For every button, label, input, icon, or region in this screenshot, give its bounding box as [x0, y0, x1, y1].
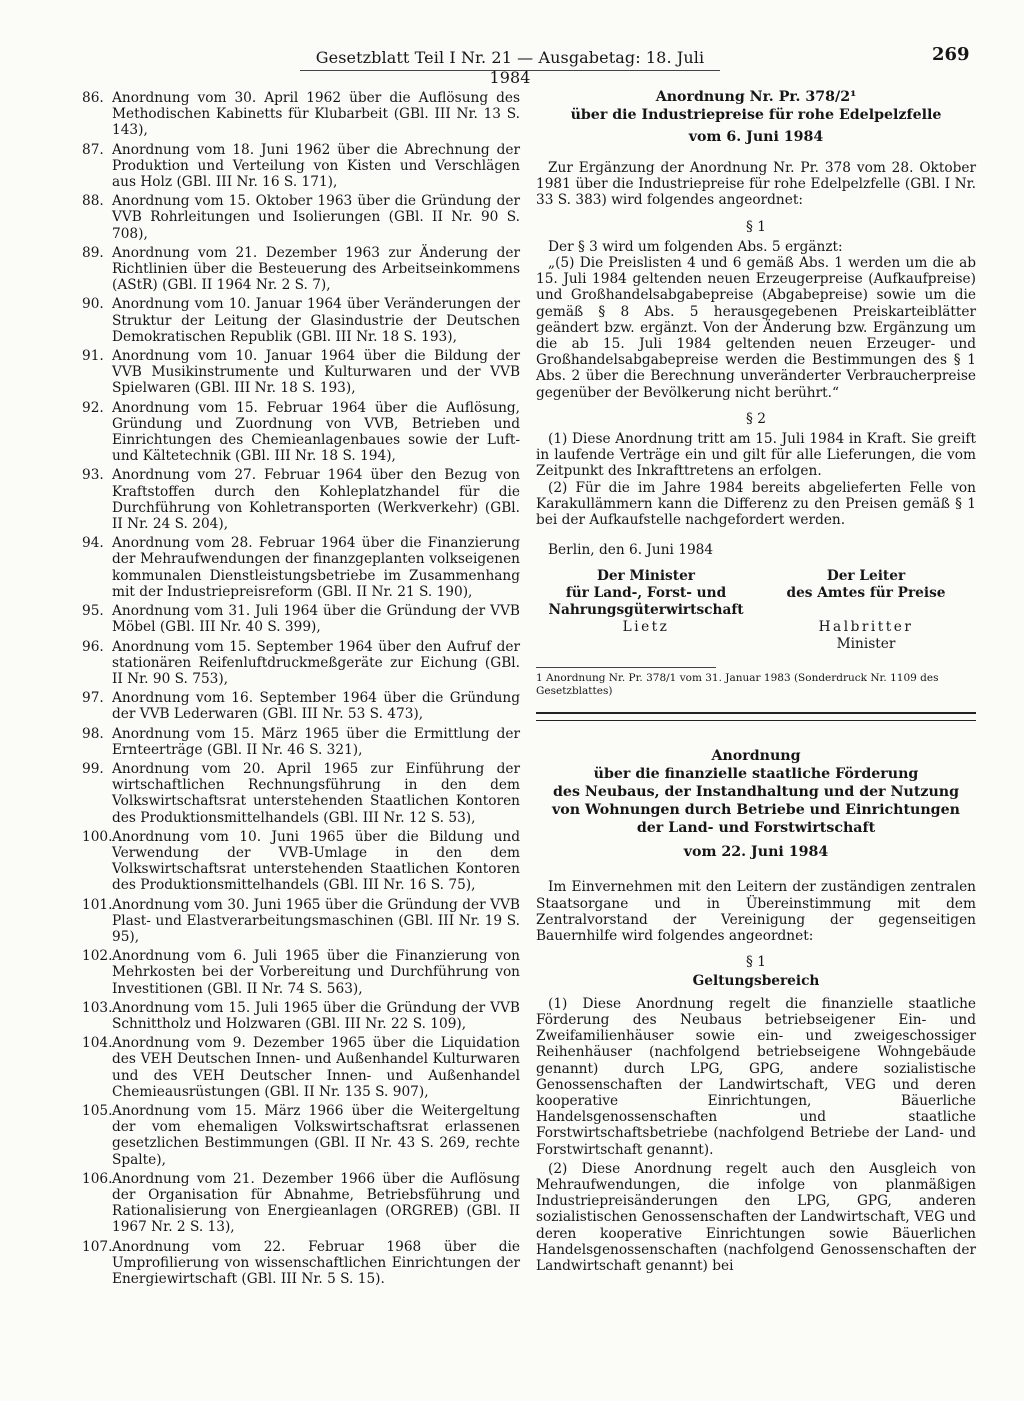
list-item-text: Anordnung vom 9. Dezember 1965 über die Liquidation des VEH Deutschen Innen- und Außenhandel Kulturwaren und des VEH Deutscher Innen- und Außenhandel Chemieausrüstungen (GBl. II Nr. 135 S. 907), — [112, 1035, 520, 1100]
ordinance-1-title-line-1: Anordnung Nr. Pr. 378/2¹ — [655, 89, 857, 105]
list-item — [82, 690, 520, 722]
list-item-number: 97. — [82, 690, 104, 707]
list-item-number: 94. — [82, 535, 104, 552]
sig2-name: Halbritter — [818, 619, 914, 636]
list-item — [82, 948, 520, 997]
ordinance-1-section-2: § 2 — [746, 410, 766, 427]
list-item-text: Anordnung vom 16. September 1964 über die Gründung der VVB Lederwaren (GBl. III Nr. 53 S. 473), — [112, 690, 520, 723]
list-item-number: 91. — [82, 348, 104, 365]
section-divider-thin — [536, 720, 976, 721]
list-item-number: 90. — [82, 296, 104, 313]
list-item-number: 89. — [82, 244, 104, 261]
list-item — [82, 535, 520, 600]
list-item-number: 107. — [82, 1238, 113, 1255]
list-item-number: 96. — [82, 638, 104, 655]
ordinance-2-title-line-1: Anordnung — [711, 748, 801, 765]
list-item-number: 93. — [82, 467, 104, 484]
ordinance-1-section-1-p1: Der § 3 wird um folgenden Abs. 5 ergänzt: — [548, 238, 843, 255]
list-item-text: Anordnung vom 10. Januar 1964 über die Bildung der VVB Musikinstrumente und Kulturwaren und der VVB Spielwaren (GBl. III Nr. 18 S. 193), — [112, 348, 520, 397]
list-item — [82, 1171, 520, 1236]
ordinance-1-section-2-p2: (2) Für die im Jahre 1984 bereits abgelieferten Felle von Karakullämmern kann die Differenz zu den Preisen gemäß § 1 bei der Aufkaufstelle nachgefordert werden. — [536, 479, 976, 529]
ordinance-2-title-line-4: von Wohnungen durch Betriebe und Einrichtungen — [552, 802, 960, 819]
left-column — [82, 90, 520, 1290]
ordinance-1-intro: Zur Ergänzung der Anordnung Nr. Pr. 378 vom 28. Oktober 1981 über die Industriepreise für rohe Edelpelzfelle (GBl. I Nr. 33 S. 383) wird folgendes angeordnet: — [536, 160, 976, 209]
list-item — [82, 467, 520, 532]
list-item-text: Anordnung vom 18. Juni 1962 über die Abrechnung der Produktion und Verteilung von Kisten und Verschlägen aus Holz (GBl. III Nr. 16 S. 171), — [112, 141, 520, 191]
ordinance-2-section-1-p1: (1) Diese Anordnung regelt die finanzielle staatliche Förderung des Neubaus betriebseigener Ein- und Zweifamilienhäuser sowie ein- und zweigeschossiger Reihenhäuser (nachfolgend betriebseigene Wohngebäude genannt) durch LPG, GPG, andere sozialistische Genossenschaften der Landwirtschaft, VEG und deren kooperative Einrichtungen, Bäuerliche Handelsgenossenschaften und staatliche Forstwirtschaftsbetriebe (nachfolgend Betriebe der Land- und Forstwirtschaft genannt). — [536, 995, 976, 1158]
sig1-line2: für Land-, Forst- und — [565, 585, 727, 602]
ordinance-2-section-1-p2: (2) Diese Anordnung regelt auch den Ausgleich von Mehraufwendungen, die infolge von planmäßigen Industriepreisänderungen den LPG, GPG, anderen sozialistischen Genossenschaften der Landwirtschaft, VEG und deren kooperative Einrichtungen sowie Bäuerlichen Handelsgenossenschaften (nachfolgend Genossenschaften der Landwirtschaft genannt) bei — [536, 1160, 976, 1274]
list-item-number: 103. — [82, 999, 113, 1016]
list-item-text: Anordnung vom 20. April 1965 zur Einführung der wirtschaftlichen Rechnungsführung in den dem Volkswirtschaftsrat unterstehenden Staatlichen Kontoren des Produktionsmittelhandels (GBl. III Nr. 12 S. 53), — [112, 760, 520, 826]
list-item-text: Anordnung vom 15. Oktober 1963 über die Gründung der VVB Rohrleitungen und Isolierungen (GBl. II Nr. 90 S. 708), — [112, 193, 520, 242]
ordinance-1-date: vom 6. Juni 1984 — [688, 129, 824, 145]
footnote-rule — [536, 667, 716, 668]
header-rule — [300, 70, 720, 71]
ordinance-2-section-1-heading: Geltungsbereich — [692, 973, 820, 990]
list-item — [82, 603, 520, 635]
list-item-text: Anordnung vom 21. Dezember 1963 zur Änderung der Richtlinien über die Besteuerung des Arbeitseinkommens (AStR) (GBl. II 1964 Nr. 2 S. 7), — [112, 244, 520, 294]
ordinance-2-intro: Im Einvernehmen mit den Leitern der zuständigen zentralen Staatsorgane und in Übereinstimmung mit dem Zentralvorstand der Vereinigung der gegenseitigen Bauernhilfe wird folgendes angeordnet: — [536, 879, 976, 945]
sig2-title: Minister — [836, 636, 896, 653]
list-item-number: 102. — [82, 948, 113, 965]
ordinance-2-section-1: § 1 — [746, 954, 766, 971]
list-item-text: Anordnung vom 15. September 1964 über den Aufruf der stationären Reifenluftdruckmeßgeräte zur Eichung (GBl. II Nr. 90 S. 753), — [112, 638, 520, 687]
section-divider-thick — [536, 712, 976, 714]
list-item-text: Anordnung vom 10. Juni 1965 über die Bildung und Verwendung der VVB-Umlage in den dem Volkswirtschaftsrat unterstehenden Staatlichen Kontoren des Produktionsmittelhandels (GBl. III Nr. 16 S. 75), — [112, 828, 520, 894]
list-item — [82, 639, 520, 688]
list-item-text: Anordnung vom 21. Dezember 1966 über die Auflösung der Organisation für Abnahme, Betriebsführung und Rationalisierung von Energieanlagen (ORGREB) (GBl. II 1967 Nr. 2 S. 13), — [112, 1170, 520, 1236]
list-item-number: 95. — [82, 603, 104, 620]
list-item — [82, 761, 520, 826]
list-item-number: 106. — [82, 1170, 113, 1187]
ordinance-1-section-1: § 1 — [746, 218, 766, 235]
list-item-text: Anordnung vom 10. Januar 1964 über Veränderungen der Struktur der Leitung der Glasindustrie der Deutschen Demokratischen Republik (GBl. III Nr. 18 S. 193), — [112, 296, 520, 345]
list-item-number: 86. — [82, 90, 104, 106]
page-header: Gesetzblatt Teil I Nr. 21 — Ausgabetag: 18. Juli 1984 — [315, 48, 705, 87]
list-item — [82, 1239, 520, 1288]
ordinance-2-title-line-3: des Neubaus, der Instandhaltung und der Nutzung — [553, 784, 959, 801]
sig2-line1: Der Leiter — [826, 568, 906, 585]
list-item — [82, 726, 520, 758]
ordinance-1-section-2-p1: (1) Diese Anordnung tritt am 15. Juli 1984 in Kraft. Sie greift in laufende Verträge ein und gilt für alle Lieferungen, die vom Zeitpunkt des Inkrafttretens an erfolgen. — [536, 431, 976, 480]
list-item-text: Anordnung vom 27. Februar 1964 über den Bezug von Kraftstoffen durch den Kohleplatzhandel für die Durchführung von Kohletransporten (Werkverkehr) (GBl. II Nr. 24 S. 204), — [112, 467, 520, 533]
sig1-line1: Der Minister — [596, 568, 695, 585]
list-item-text: Anordnung vom 15. März 1966 über die Weitergeltung der vom ehemaligen Volkswirtschaftsrat erlassenen gesetzlichen Bestimmungen (GBl. II Nr. 43 S. 269, rechte Spalte), — [112, 1102, 520, 1168]
list-item — [82, 400, 520, 465]
list-item-text: Anordnung vom 30. Juni 1965 über die Gründung der VVB Plast- und Elastverarbeitungsmaschinen (GBl. III Nr. 19 S. 95), — [112, 896, 520, 945]
list-item-number: 100. — [82, 828, 113, 845]
ordinance-2-title-line-2: über die finanzielle staatliche Förderung — [593, 766, 919, 783]
page-number: 269 — [932, 44, 970, 65]
list-item-text: Anordnung vom 6. Juli 1965 über die Finanzierung von Mehrkosten bei der Vorbereitung und Durchführung von Investitionen (GBl. II Nr. 74 S. 563), — [112, 948, 520, 997]
list-item-text: Anordnung vom 15. Februar 1964 über die Auflösung, Gründung und Zuordnung von VVB, Betrieben und Einrichtungen des Chemieanlagenbaues sowie der Luft- und Kältetechnik (GBl. III Nr. 18 S. 194), — [112, 399, 520, 465]
sig1-name: Lietz — [622, 619, 670, 636]
list-item-text: Anordnung vom 15. März 1965 über die Ermittlung der Ernteerträge (GBl. II Nr. 46 S. 321), — [112, 725, 520, 758]
list-item — [82, 897, 520, 946]
list-item — [82, 245, 520, 294]
list-item — [82, 90, 520, 139]
list-item-number: 99. — [82, 760, 104, 777]
list-item-number: 88. — [82, 193, 104, 210]
list-item-number: 105. — [82, 1102, 113, 1119]
signature-head-price-office — [756, 568, 976, 653]
list-item — [82, 296, 520, 345]
list-item-text: Anordnung vom 30. April 1962 über die Auflösung des Methodischen Kabinetts für Klubarbeit (GBl. III Nr. 13 S. 143), — [112, 90, 520, 139]
list-item — [82, 1000, 520, 1032]
list-item — [82, 1035, 520, 1100]
list-item — [82, 1103, 520, 1168]
list-item-number: 98. — [82, 725, 104, 742]
signature-block — [536, 568, 976, 653]
ordinance-1-section-1-p2: „(5) Die Preislisten 4 und 6 gemäß Abs. 1 werden um die ab 15. Juli 1984 geltenden neuen Erzeugerpreise (Aufkaufpreise) und Großhandelsabgabepreise (Abgabepreise) sowie um die gemäß § 8 Abs. 5 herausgegebenen Preiskarteiblätter geändert bzw. ergänzt. Von der Änderung bzw. Ergänzung um die ab 15. Juli 1984 geltenden neuen Erzeuger- und Großhandelsabgabepreise werden die Bestimmungen des § 1 Abs. 2 über die Berechnung unveränderter Verbraucherpreise gegenüber der Bevölkerung nicht berührt.“ — [536, 255, 976, 401]
ordinance-1-place-date: Berlin, den 6. Juni 1984 — [548, 542, 714, 559]
list-item — [82, 142, 520, 191]
list-item — [82, 829, 520, 894]
list-item — [82, 348, 520, 397]
list-item-text: Anordnung vom 15. Juli 1965 über die Gründung der VVB Schnittholz und Holzwaren (GBl. III Nr. 22 S. 109), — [112, 999, 520, 1032]
sig2-line2: des Amtes für Preise — [786, 585, 946, 602]
sig1-line3: Nahrungsgüterwirtschaft — [548, 602, 744, 619]
list-item-text: Anordnung vom 28. Februar 1964 über die Finanzierung der Mehraufwendungen der finanzgeplanten volkseigenen kommunalen Dienstleistungsbetriebe im Zusammenhang mit der Industriepreisreform (GBl. II Nr. 21 S. 190), — [112, 535, 520, 600]
list-item-text: Anordnung vom 22. Februar 1968 über die Umprofilierung von wissenschaftlichen Einrichtungen der Energiewirtschaft (GBl. III Nr. 5 S. 15). — [112, 1238, 520, 1288]
list-item-text: Anordnung vom 31. Juli 1964 über die Gründung der VVB Möbel (GBl. III Nr. 40 S. 399), — [112, 603, 520, 636]
signature-minister — [536, 568, 756, 653]
list-item-number: 104. — [82, 1035, 113, 1052]
footnote: 1 Anordnung Nr. Pr. 378/1 vom 31. Januar 1983 (Sonderdruck Nr. 1109 des Gesetzblattes) — [536, 672, 939, 698]
list-item-number: 92. — [82, 399, 104, 416]
ordinance-1-title-line-2: über die Industriepreise für rohe Edelpelzfelle — [570, 107, 942, 123]
list-item — [82, 193, 520, 242]
right-column — [536, 88, 976, 1274]
list-item-number: 87. — [82, 141, 104, 158]
ordinance-2-date: vom 22. Juni 1984 — [683, 844, 829, 861]
ordinance-2-title-line-5: der Land- und Forstwirtschaft — [636, 820, 876, 837]
list-item-number: 101. — [82, 896, 113, 913]
